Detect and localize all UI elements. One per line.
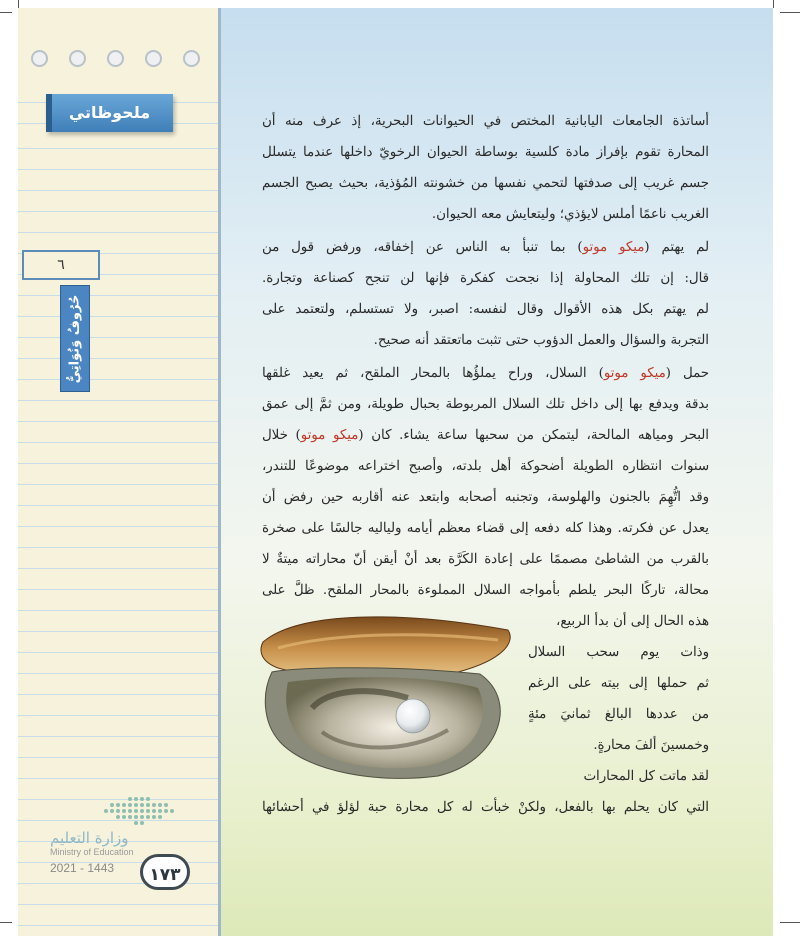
crop-mark <box>773 0 774 8</box>
text-line: المحارة تقوم بإفراز مادة كلسية بوساطة الحيوان الرخويّ داخلها عندما يتسلل <box>262 145 709 160</box>
text-fragment: لم يهتم ( <box>644 240 709 255</box>
text-line: لقد ماتت كل المحارات <box>583 769 709 784</box>
crop-mark <box>18 0 19 8</box>
text-line: قال: إن تلك المحاولة إذا نجحت كفكرة فإنها لن تنجح كصناعة وتجارة. <box>262 271 709 286</box>
text-line: التي كان يحلم بها بالفعل، ولكنْ خبأت له كل محارة حبة لؤلؤ في أحشائها <box>262 800 709 815</box>
ministry-dots-icon <box>100 795 180 827</box>
edition-year: 2021 - 1443 <box>50 861 115 875</box>
ministry-name-arabic: وزارة التعليم <box>50 829 129 847</box>
unit-tab-label: حُرُوفُ وَنُوَاتِيُّ <box>67 294 83 383</box>
binder-hole-icon <box>145 50 162 67</box>
text-line: وذات يوم سحب السلال <box>528 645 709 660</box>
text-line: لم يهتم بكل هذه الأقوال وقال لنفسه: اصبر، ولا تستسلم، ولتعتمد على <box>262 302 709 317</box>
lesson-number: ٦ <box>22 250 100 280</box>
person-name: ميكو موتو <box>603 366 666 381</box>
text-line: وقد اتُّهِمَ بالجنون والهلوسة، وتجنبه أصحابه وابتعد عنه أقاربه حين رفض أن <box>262 490 709 505</box>
text-line: ثم حملها إلى بيته على الرغم <box>528 676 709 691</box>
text-line: التجربة والسؤال والعمل الدؤوب حتى تثبت ماتعتقد أنه صحيح. <box>373 333 709 348</box>
binder-hole-icon <box>183 50 200 67</box>
text-fragment: ) بما تنبأ به الناس عن إخفاقه، ورفض قول من <box>262 240 583 255</box>
crop-mark <box>0 12 12 13</box>
text-line: سنوات انتظاره الطويلة أضحوكة أهل بلدته، وأصبح اختراعه موضوعًا للتندر، <box>262 459 709 474</box>
crop-mark <box>0 922 12 923</box>
text-line: يعدل عن فكرته. وهذا كله دفعه إلى قضاء معظم أيامه ولياليه جالسًا على صخرة <box>262 521 709 536</box>
unit-tab <box>60 285 90 392</box>
notes-title: ملحوظاتي <box>46 94 173 132</box>
text-line: وخمسينَ ألفَ محارةٍ. <box>593 738 709 753</box>
text-line <box>262 428 709 443</box>
text-line: من عددها البالغ ثمانيَ مئةٍ <box>528 707 709 722</box>
binder-hole-icon <box>107 50 124 67</box>
text-line: الغريب ناعمًا أملس لايؤذي؛ وليتعايش معه الحيوان. <box>431 207 709 222</box>
text-line: محالة، تاركًا البحر يلطم بأمواجه السلال المملوءة بالمحار الملقح. ظلَّ على <box>262 583 709 598</box>
person-name: ميكو موتو <box>582 240 645 255</box>
text-line: هذه الحال إلى أن بدأ الربيع، <box>556 614 709 629</box>
text-fragment: ) السلال، وراح يملؤُها بالمحار الملقح، ثم يعيد غلقها <box>262 366 604 381</box>
text-line: بدقة ويدفع بها إلى داخل تلك السلال المربوطة بحبال طويلة، ومن ثمَّ إلى عمق <box>262 397 709 412</box>
text-line: أساتذة الجامعات اليابانية المختص في الحيوانات البحرية، إذ عرف منه أن <box>262 114 709 129</box>
crop-mark <box>780 12 800 13</box>
binder-hole-icon <box>31 50 48 67</box>
text-line: جسم غريب إلى صدفتها لتحمي نفسها من خشونته المُؤذية، بحيث يصبح الجسم <box>262 176 709 191</box>
page-number: ١٧٣ <box>140 854 190 890</box>
oyster-pearl-image <box>258 612 520 780</box>
text-fragment: حمل ( <box>665 366 709 381</box>
person-name: ميكو موتو <box>300 428 359 443</box>
binder-hole-icon <box>69 50 86 67</box>
text-fragment: ) خلال <box>262 428 301 443</box>
text-fragment: البحر ومياهه المالحة، ليتمكن من سحبها ساعة يشاء. كان ( <box>358 428 709 443</box>
text-line <box>262 240 709 255</box>
text-line <box>262 366 709 381</box>
ministry-name-english: Ministry of Education <box>50 847 134 857</box>
text-line: بالقرب من الشاطئ مصممًا على إعادة الكَرَّة بعد أنْ أيقن أنّ محاراته ميتةٌ لا <box>262 552 709 567</box>
crop-mark <box>780 922 800 923</box>
